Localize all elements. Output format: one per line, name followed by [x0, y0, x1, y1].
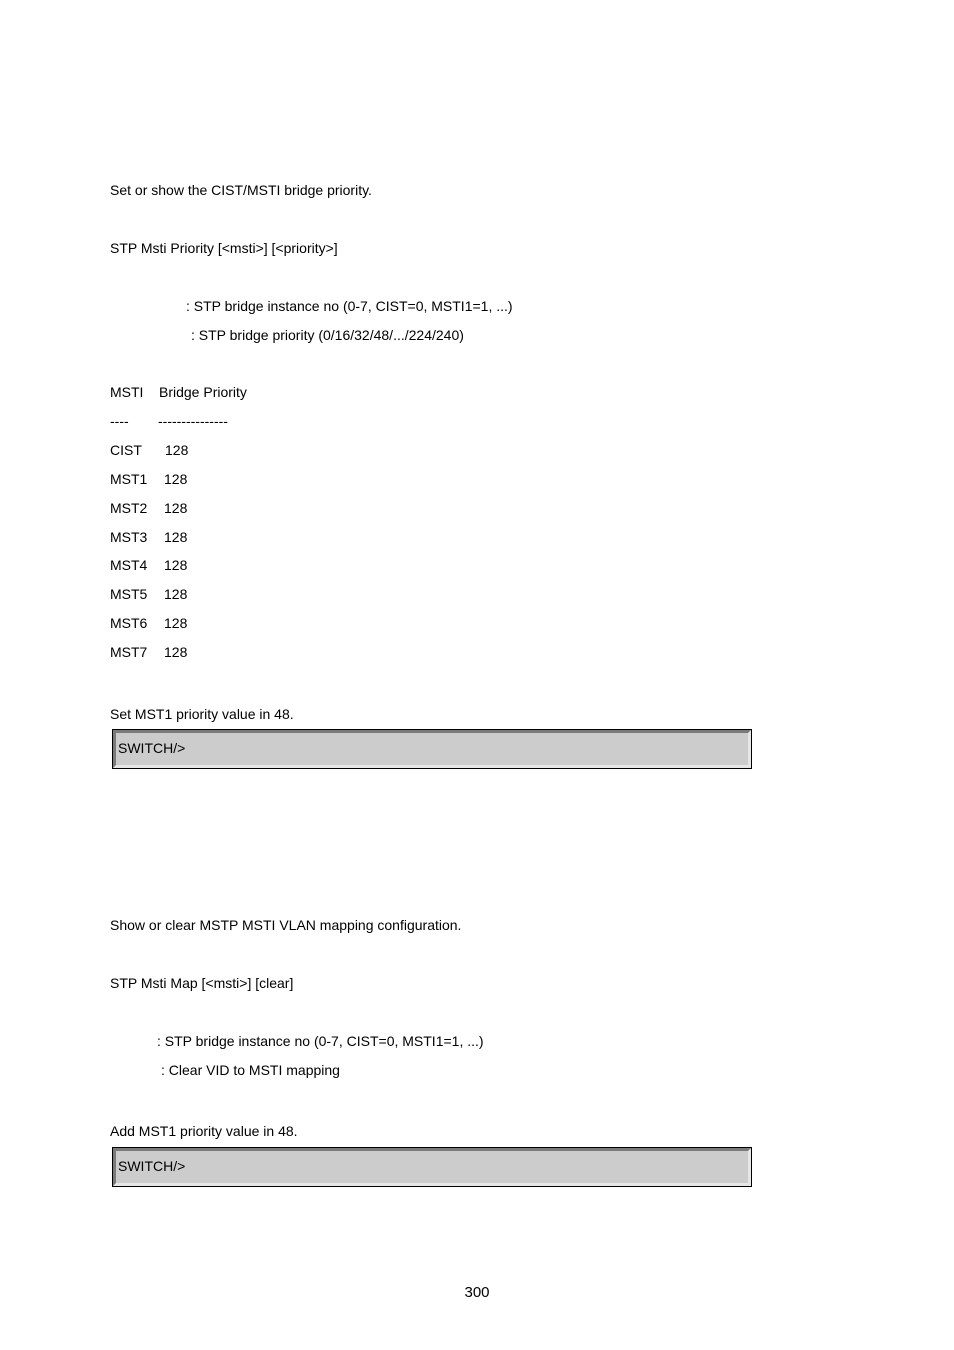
- section1-prompt: SWITCH/>: [118, 740, 186, 756]
- table-row-msti: CIST: [110, 442, 142, 458]
- table-row-msti: MST2: [110, 500, 148, 516]
- section1-param-msti: : STP bridge instance no (0-7, CIST=0, MSTI1=1, ...): [186, 298, 513, 314]
- table-divider-msti: ----: [110, 413, 129, 429]
- table-row-priority: 128: [164, 644, 188, 660]
- table-header-msti: MSTI: [110, 384, 144, 400]
- section1-command-box: [113, 730, 751, 768]
- table-row-msti: MST4: [110, 557, 148, 573]
- table-row-priority: 128: [165, 442, 189, 458]
- table-row-msti: MST6: [110, 615, 148, 631]
- section2-description: Show or clear MSTP MSTI VLAN mapping configuration.: [110, 917, 462, 933]
- section1-syntax: STP Msti Priority [<msti>] [<priority>]: [110, 240, 338, 256]
- table-row-priority: 128: [164, 529, 188, 545]
- section2-param-msti: : STP bridge instance no (0-7, CIST=0, MSTI1=1, ...): [157, 1033, 484, 1049]
- section2-prompt: SWITCH/>: [118, 1158, 186, 1174]
- section2-syntax: STP Msti Map [<msti>] [clear]: [110, 975, 294, 991]
- table-row-priority: 128: [164, 471, 188, 487]
- table-row-priority: 128: [164, 615, 188, 631]
- section2-command-box: [113, 1148, 751, 1186]
- section2-example-text: Add MST1 priority value in 48.: [110, 1123, 298, 1139]
- page-number: 300: [464, 1284, 490, 1301]
- section1-example-text: Set MST1 priority value in 48.: [110, 706, 294, 722]
- table-row-msti: MST1: [110, 471, 148, 487]
- table-divider-priority: ---------------: [158, 413, 228, 429]
- table-row-msti: MST3: [110, 529, 148, 545]
- section2-param-clear: : Clear VID to MSTI mapping: [161, 1062, 340, 1078]
- table-header-priority: Bridge Priority: [159, 384, 247, 400]
- table-row-priority: 128: [164, 586, 188, 602]
- table-row-msti: MST7: [110, 644, 148, 660]
- table-row-priority: 128: [164, 500, 188, 516]
- section1-param-priority: : STP bridge priority (0/16/32/48/.../224/240): [191, 327, 464, 343]
- section1-description: Set or show the CIST/MSTI bridge priority.: [110, 182, 372, 198]
- table-row-priority: 128: [164, 557, 188, 573]
- table-row-msti: MST5: [110, 586, 148, 602]
